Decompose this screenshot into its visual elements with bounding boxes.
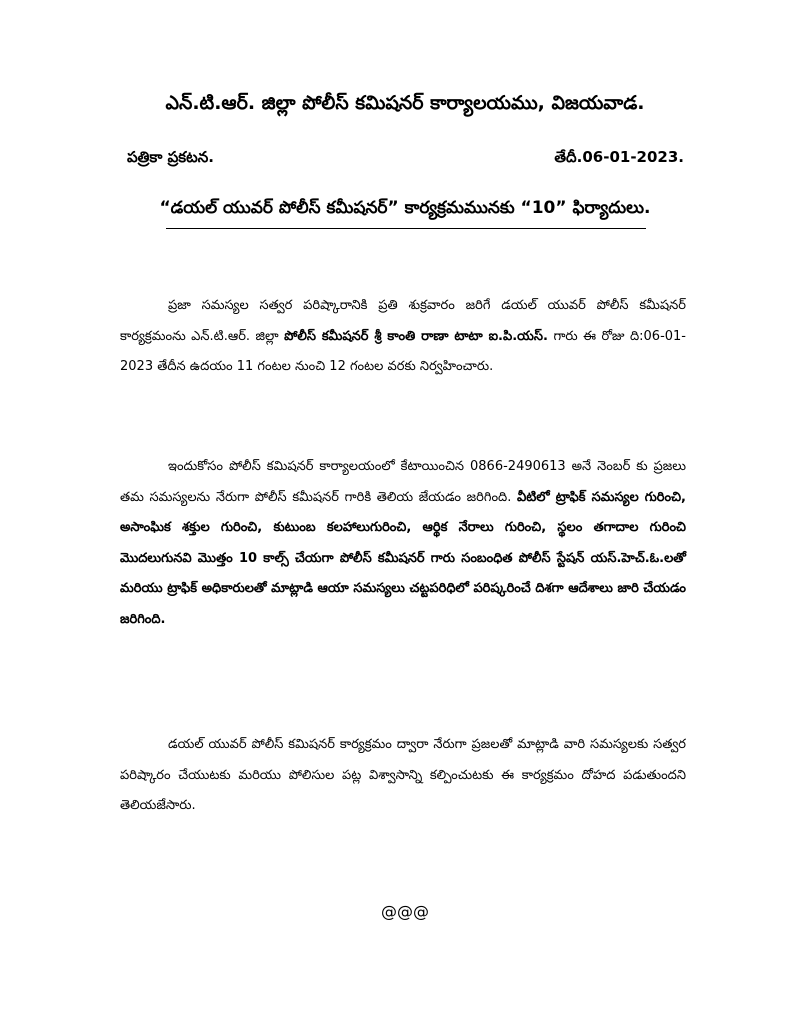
paragraph-3-text: డయల్ యువర్ పోలీస్ కమిషనర్ కార్యక్రమం ద్వారా నేరుగా ప్రజలతో మాట్లాడి వారి సమస్యలకు సత్వర పరిష్కారం చేయుటకు మరియు పోలిసుల పట్ల విశ్వాసాన్ని కల్పించుటకు ఈ కార్యక్రమం దోహద పడుతుందని తెలియజేసారు.: [120, 737, 686, 813]
paragraph-2: [120, 452, 686, 635]
paragraph-1-text-after: గారు ఈ రోజు ది:06-01-2023 తేదీన ఉదయం 11 గంటల నుంచి 12 గంటల వరకు నిర్వహించారు.: [120, 328, 686, 374]
paragraph-1-text-before: ప్రజా సమస్యల సత్వర పరిష్కారానికి ప్రతి శుక్రవారం జరిగే డయల్ యువర్ పోలీస్ కమీషనర్ కార్యక్రమంను ఎన్.టి.ఆర్. జిల్లా: [120, 298, 686, 344]
headline: “డయల్ యువర్ పోలీస్ కమీషనర్” కార్యక్రమమునకు “10” ఫిర్యాదులు.: [159, 198, 651, 218]
paragraph-1-bold-name: పోలీస్ కమీషనర్ శ్రీ కాంతి రాణా టాటా ఐ.పి.యస్.: [284, 328, 548, 344]
paragraph-1: [120, 291, 686, 383]
office-header-title: ఎన్.టి.ఆర్. జిల్లా పోలీస్ కమిషనర్ కార్యాలయము, విజయవాడ.: [165, 92, 645, 114]
closing-mark: @@@: [381, 902, 429, 921]
press-release-label: పత్రికా ప్రకటన.: [127, 148, 214, 166]
release-date: తేదీ.06-01-2023.: [554, 148, 684, 166]
headline-underline: [166, 228, 646, 229]
paragraph-2-text: ఇందుకోసం పోలీస్ కమిషనర్ కార్యాలయంలో కేటాయించిన 0866-2490613 అనే నెంబర్ కు ప్రజలు తమ సమస్యలను నేరుగా పోలీస్ కమీషనర్ గారికి తెలియ జేయడం జరిగింది.: [120, 459, 686, 505]
paragraph-3: [120, 730, 686, 822]
paragraph-2-bold-text: వీటిలో ట్రాఫిక్ సమస్యల గురించి, అసాంఘిక శక్తుల గురించి, కుటుంబ కలహాలుగురించి, ఆర్థిక నేరాలు గురించి, స్థలం తగాదాల గురించి మొదలుగునవి మొత్తం 10 కాల్స్ చేయగా పోలీస్ కమీషనర్ గారు సంబంధిత పోలీస్ స్టేషన్ యస్.హెచ్.ఓ.లతో మరియు ట్రాఫిక్ అధికారులతో మాట్లాడి ఆయా సమస్యలు చట్టపరిధిలో పరిష్కరించే దిశగా ఆదేశాలు జారి చేయడం జరిగింది.: [120, 489, 686, 627]
